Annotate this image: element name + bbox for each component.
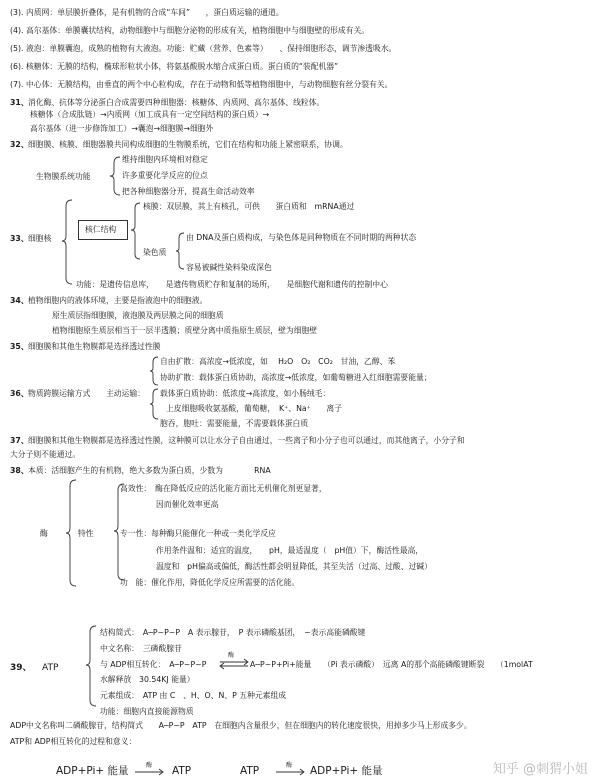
q38-mild-conditions-2: 温度和 pH偏高或偏低，酶活性都会明显降低，其至失活（过高、过酸、过碱） [156,562,432,571]
text-ribosome: (6). 核糖体：无膜的结构，椭球形粒状小体，将氨基酸脱水缩合成蛋白质。蛋白质的“装配机器” [10,62,339,71]
text-golgi: (4). 高尔基体：单膜囊状结构，动物细胞中与细胞分泌物的形成有关，植物细胞中与细胞壁的形成有关。 [10,26,370,35]
text-endoplasmic-reticulum: (3). 内质网：单层膜折叠体，是有机物的合成“车间” ，蛋白质运输的通道。 [10,8,284,17]
q36-number: 36、 [10,389,29,398]
q38-efficiency-2: 因而催化效率更高 [156,500,219,509]
eq2-enzyme: 酶 [286,762,293,769]
q31-number: 31、 [10,98,29,107]
q38-text: 本质：活细胞产生的有机物，绝大多数为蛋白质，少数为 RNA [28,466,271,475]
q36-label: 物质跨膜运输方式 主动运输： [28,389,145,398]
watermark: 知乎 @刺猬小姐 [492,762,588,778]
q39-function: 功能：细胞内直接能源物质 [100,707,194,716]
q32-text: 细胞膜、核膜、细胞器膜共同构成细胞的生物膜系统，它们在结构和功能上紧密联系，协调。 [28,140,348,149]
q36-active-2: 上皮细胞吸收氨基酸，葡萄糖， K⁺、Na⁺ 离子 [166,404,342,413]
q39-label: ATP [42,663,59,673]
q34-text: 植物细胞内的液体环境，主要是指液泡中的细胞液。 [28,296,208,305]
q38-efficiency: 高效性： 酶在降低反应的活化能方面比无机催化剂更显著， [120,484,327,493]
q33-nuclear-membrane: 核膜：双层膜，其上有核孔，可供 蛋白质和 mRNA通过 [143,202,355,211]
q38-trait-label: 特性 [78,529,94,538]
q37-text-b: 大分子则不能通过。 [10,450,81,459]
q33-function: 功能：是遗传信息库， 是遗传物质贮存和复制的场所， 是细胞代谢和遗传的控制中心 [76,280,388,289]
q33-chromatin-label: 染色质 [143,248,167,257]
q36-active-1: 载体蛋白质协助：低浓度→高浓度，如小肠绒毛： [160,389,331,398]
q36-passive-2: 协助扩散：载体蛋白质协助，高浓度→低浓度，如葡萄糖进入红细胞需要能量； [160,373,432,382]
conversion-title: ATP和 ADP相互转化的过程和意义： [10,737,137,746]
q35-number: 35、 [10,342,29,351]
q33-number: 33、 [10,234,29,243]
adp-description: ADP中文名称叫二磷酸腺苷，结构简式 A─P~P ATP 在细胞内含量很少，但在细胞内的转化速度很快，用掉多少马上形成多少。 [10,721,472,730]
q32-number: 32、 [10,140,29,149]
q38-enzyme-label: 酶 [40,529,48,538]
q39-conversion-b: A─P~P+Pi+能量 （Pi 表示磷酸） 远离 A的那个高能磷酸键断裂 （1molAT [250,660,533,669]
q39-chinese-name: 中文名称： 三磷酸腺苷 [100,644,182,653]
q37-number: 37、 [10,436,29,445]
eq1-left: ADP+Pi+ 能量 [56,765,129,777]
q39-conversion-a: 与 ADP相互转化： A─P~P~P [100,660,207,669]
q37-text: 细胞膜和其他生物膜都是选择透过性膜，这种膜可以让水分子自由通过，一些离子和小分子也可以通过，而其他离子，小分子和 [28,436,465,445]
q38-specificity: 专一性：每种酶只能催化一种或一类化学反应 [120,529,276,538]
nucleolus-label: 核仁结构 [85,225,117,234]
text-vacuole: (5). 液泡：单膜囊泡，成熟的植物有大液泡。功能：贮藏（营养、色素等） 、保持细胞形态，调节渗透吸水。 [10,44,397,53]
q31-pathway-a: 核糖体（合成肽链）→内质网（加工成具有一定空间结构的蛋白质）→ [30,110,270,119]
q32-function-1: 维持细胞内环境相对稳定 [122,155,208,164]
eq2-left: ATP [240,765,260,777]
q36-passive-1: 自由扩散：高浓度→低浓度，如 H₂O O₂ CO₂ 甘油，乙醇、苯 [160,357,396,366]
q39-number: 39、 [10,663,32,673]
q39-structure: 结构简式： A─P~P~P A 表示腺苷， P 表示磷酸基团， ~表示高能磷酸键 [100,628,366,637]
q36-endocytosis: 胞吞，胞吐：需要能量，不需要载体蛋白质 [160,419,309,428]
q39-enzyme-mark: 酶 [228,652,235,659]
q38-function: 功 能：催化作用，降低化学反应所需要的活化能。 [120,578,300,587]
q34-line-b: 植物细胞原生质层相当于一层半透膜；质壁分离中质指原生质层，壁为细胞壁 [52,326,318,335]
q39-energy: 水解释放 30.54KJ 能量） [100,675,195,684]
q31-text: 消化酶、抗体等分泌蛋白合成需要四种细胞器：核糖体、内质网、高尔基体、线粒体。 [28,98,325,107]
q38-number: 38、 [10,466,29,475]
q39-elements: 元素组成： ATP 由 C 、H、O、N、P 五种元素组成 [100,691,287,700]
eq2-right: ADP+Pi+ 能量 [310,765,383,777]
text-centrosome: (7). 中心体：无膜结构，由垂直的两个中心粒构成，存在于动物和低等植物细胞中，与动物细胞有丝分裂有关。 [10,80,393,89]
q31-pathway-b: 高尔基体（进一步修饰加工）→囊泡→细胞膜→细胞外 [30,124,214,133]
q32-function-3: 把各种细胞器分开，提高生命活动效率 [122,187,255,196]
q33-chromatin-2: 容易被碱性染料染成深色 [186,263,272,272]
q32-label: 生物膜系统功能 [36,172,91,181]
q33-chromatin-1: 由 DNA及蛋白质构成，与染色体是同种物质在不同时期的两种状态 [186,233,417,242]
nucleolus-box [78,220,128,240]
q35-text: 细胞膜和其他生物膜都是选择透过性膜 [28,342,161,351]
eq1-enzyme: 酶 [146,762,153,769]
eq1-right: ATP [172,765,192,777]
q34-number: 34、 [10,296,29,305]
q34-line-a: 原生质层指细胞膜，液泡膜及两层膜之间的细胞质 [52,311,224,320]
q38-mild-conditions: 作用条件温和：适宜的温度， pH，最适温度（ pH值）下，酶活性最高， [156,546,424,555]
q32-function-2: 许多重要化学反应的位点 [122,171,208,180]
q33-label: 细胞核 [28,234,52,243]
